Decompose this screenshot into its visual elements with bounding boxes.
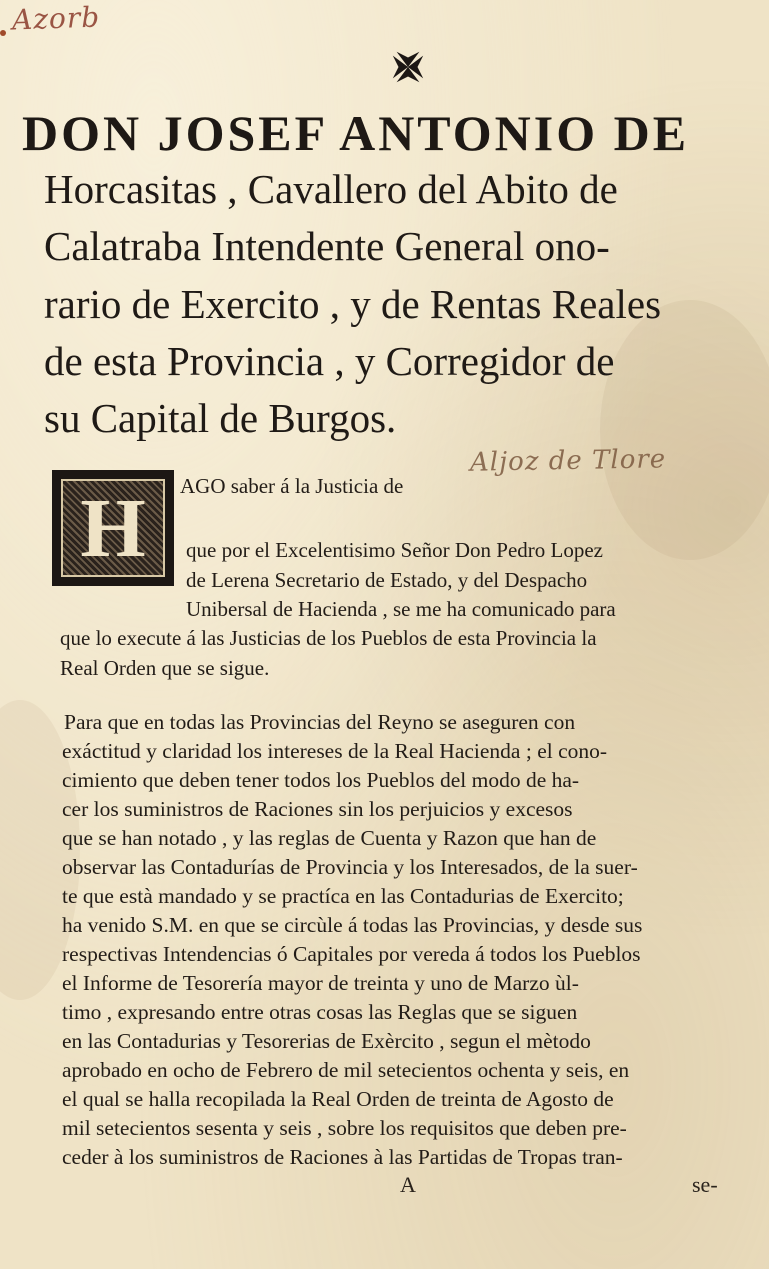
ink-dot	[0, 30, 6, 36]
intro-line: que lo execute á las Justicias de los Pueblos de esta Provincia la	[60, 626, 597, 650]
cross-ornament-icon	[389, 48, 427, 86]
body-line: aprobado en ocho de Febrero de mil setecientos ochenta y seis, en	[62, 1058, 630, 1082]
initial-letter: H	[80, 481, 146, 575]
handwritten-annotation-top: Azorb	[11, 0, 101, 37]
heading-line: Calatraba Intendente General ono-	[44, 223, 610, 269]
body-line: el Informe de Tesorería mayor de treinta y uno de Marzo ùl-	[62, 971, 579, 995]
body-line: ha venido S.M. en que se circùle á todas las Provincias, y desde sus	[62, 913, 643, 937]
intro-line: Unibersal de Hacienda , se me ha comunicado para	[186, 597, 616, 621]
catchword: se-	[692, 1172, 718, 1197]
paper-stain	[600, 300, 769, 560]
body-line: cer los suministros de Raciones sin los perjuicios y excesos	[62, 797, 573, 821]
body-line: respectivas Intendencias ó Capitales por vereda á todos los Pueblos	[62, 942, 641, 966]
page-title: DON JOSEF ANTONIO DE	[22, 105, 690, 161]
body-line: cimiento que deben tener todos los Pueblos del modo de ha-	[62, 768, 580, 792]
body-line: que se han notado , y las reglas de Cuenta y Razon que han de	[62, 826, 597, 850]
handwritten-annotation-town: Aljoz de Tlore	[469, 444, 667, 478]
body-line: mil setecientos sesenta y seis , sobre los requisitos que deben pre-	[62, 1116, 627, 1140]
heading-line: rario de Exercito , y de Rentas Reales	[44, 281, 662, 327]
body-line: timo , expresando entre otras cosas las Reglas que se siguen	[62, 1000, 578, 1024]
decorated-initial	[52, 470, 174, 586]
intro-line: de Lerena Secretario de Estado, y del Despacho	[186, 568, 588, 592]
heading-line: su Capital de Burgos.	[44, 395, 397, 441]
body-line: ceder à los suministros de Raciones à las Partidas de Tropas tran-	[62, 1145, 623, 1169]
body-line: observar las Contadurías de Provincia y los Interesados, de la suer-	[62, 855, 638, 879]
body-line: el qual se halla recopilada la Real Orden de treinta de Agosto de	[62, 1087, 614, 1111]
signature-mark: A	[400, 1172, 416, 1197]
intro-line: AGO saber á la Justicia de	[180, 474, 404, 498]
body-line: Para que en todas las Provincias del Reyno se aseguren con	[64, 710, 576, 734]
intro-line: Real Orden que se sigue.	[60, 656, 270, 680]
heading-line: Horcasitas , Cavallero del Abito de	[44, 166, 618, 212]
intro-line: que por el Excelentisimo Señor Don Pedro Lopez	[186, 538, 603, 562]
body-line: te que està mandado y se practíca en las Contadurias de Exercito;	[62, 884, 624, 908]
body-line: en las Contadurias y Tesorerias de Exèrcito , segun el mètodo	[62, 1029, 591, 1053]
body-line: exáctitud y claridad los intereses de la Real Hacienda ; el cono-	[62, 739, 608, 763]
heading-line: de esta Provincia , y Corregidor de	[44, 338, 615, 384]
